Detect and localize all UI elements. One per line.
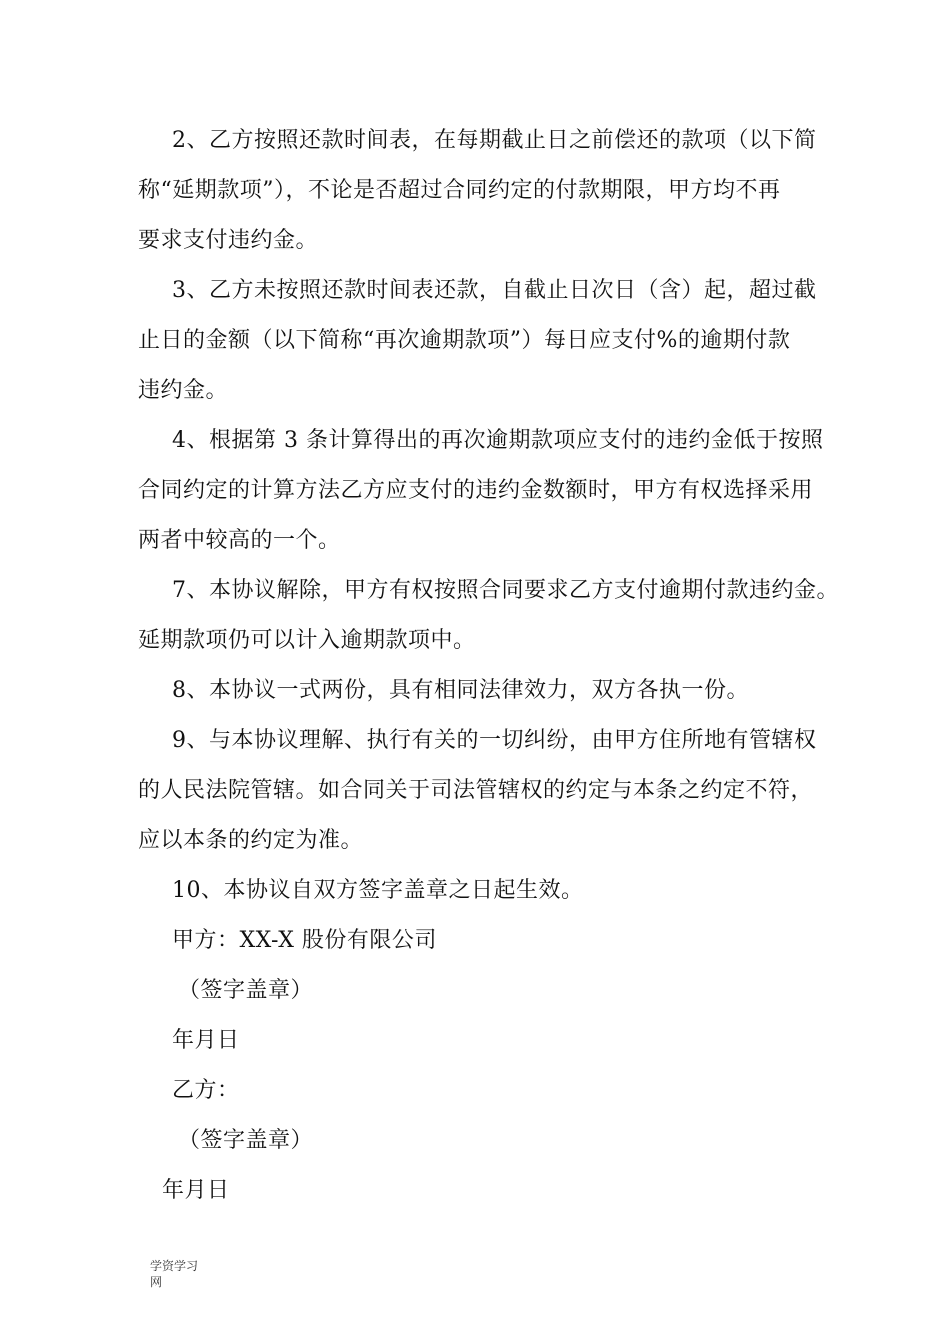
clause-2-line-1: 2、乙方按照还款时间表，在每期截止日之前偿还的款项（以下简 xyxy=(172,128,817,153)
clause-2-line-3: 要求支付违约金。 xyxy=(138,228,319,253)
party-b-seal: （签字盖章） xyxy=(178,1128,314,1153)
party-b-date: 年月日 xyxy=(162,1178,230,1203)
footer-line-2: 网 xyxy=(150,1275,163,1289)
footer-line-1: 学资学习 xyxy=(150,1259,199,1273)
clause-4-line-2: 合同约定的计算方法乙方应支付的违约金数额时，甲方有权选择采用 xyxy=(138,478,814,503)
clause-7-line-1: 7、本协议解除，甲方有权按照合同要求乙方支付逾期付款违约金。 xyxy=(172,578,839,603)
clause-4-line-3: 两者中较高的一个。 xyxy=(138,528,341,553)
party-a-seal: （签字盖章） xyxy=(178,978,314,1003)
clause-10-line-1: 10、本协议自双方签字盖章之日起生效。 xyxy=(172,878,584,903)
clause-9-line-3: 应以本条的约定为准。 xyxy=(138,828,364,853)
clause-9-line-2: 的人民法院管辖。如合同关于司法管辖权的约定与本条之约定不符， xyxy=(138,778,814,803)
clause-3-line-3: 违约金。 xyxy=(138,378,229,403)
clause-2-line-2: 称“延期款项”），不论是否超过合同约定的付款期限，甲方均不再 xyxy=(138,178,781,203)
clause-3-line-1: 3、乙方未按照还款时间表还款，自截止日次日（含）起，超过截 xyxy=(172,278,817,303)
clause-9-line-1: 9、与本协议理解、执行有关的一切纠纷，由甲方住所地有管辖权 xyxy=(172,728,817,753)
clause-4-line-1: 4、根据第 3 条计算得出的再次逾期款项应支付的违约金低于按照 xyxy=(172,428,824,453)
footer-source xyxy=(150,1258,198,1290)
party-b-name: 乙方： xyxy=(172,1078,240,1103)
clause-3-line-2: 止日的金额（以下简称“再次逾期款项”）每日应支付%的逾期付款 xyxy=(138,328,791,353)
clause-7-line-2: 延期款项仍可以计入逾期款项中。 xyxy=(138,628,476,653)
party-a-name: 甲方：XX-X 股份有限公司 xyxy=(172,928,437,953)
party-a-date: 年月日 xyxy=(172,1028,240,1053)
clause-8-line-1: 8、本协议一式两份，具有相同法律效力，双方各执一份。 xyxy=(172,678,749,703)
